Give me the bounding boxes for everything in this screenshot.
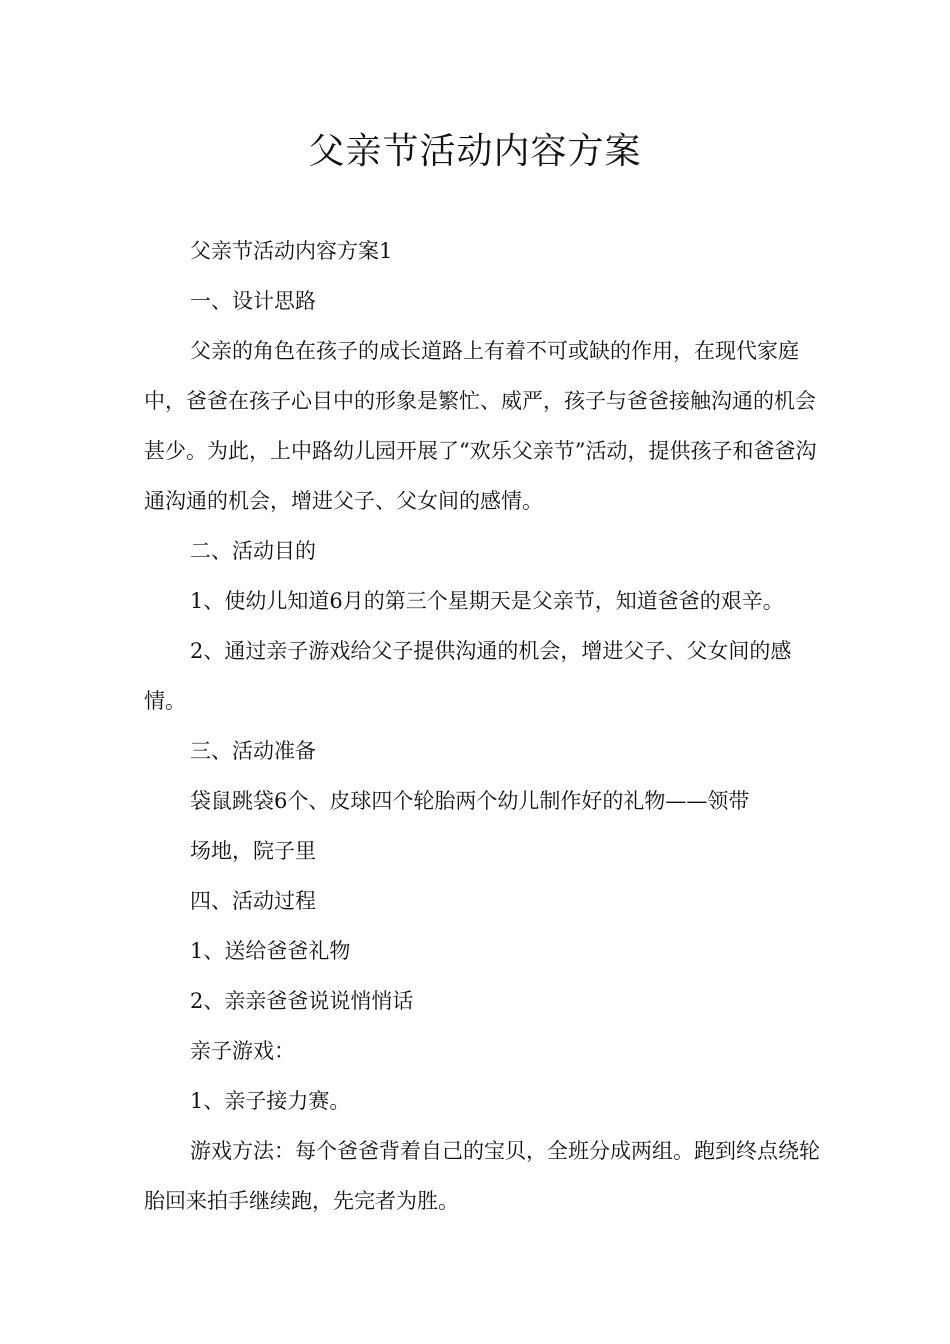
paragraph-game-1: 1、亲子接力赛。 [190,1089,351,1113]
paragraph-goal-1: 1、使幼儿知道6月的第三个星期天是父亲节，知道爸爸的艰辛。 [190,589,784,613]
paragraph-step-2: 2、亲亲爸爸说说悄悄话 [190,989,414,1013]
section-heading-preparation: 三、活动准备 [190,739,316,763]
paragraph-step-1: 1、送给爸爸礼物 [190,939,351,963]
paragraph-goal-2: 2、通过亲子游戏给父子提供沟通的机会，增进父子、父女间的感情。 [144,639,792,713]
paragraph-subtitle: 父亲节活动内容方案1 [190,239,393,263]
section-heading-process: 四、活动过程 [190,889,316,913]
document-title: 父亲节活动内容方案 [308,131,642,172]
section-heading-design: 一、设计思路 [190,289,316,313]
paragraph-design-idea: 父亲的角色在孩子的成长道路上有着不可或缺的作用，在现代家庭中，爸爸在孩子心目中的形象是繁忙、威严，孩子与爸爸接触沟通的机会甚少。为此，上中路幼儿园开展了“欢乐父亲节”活动，提供孩子和爸爸沟通沟通的机会，增进父子、父女间的感情。 [144,339,817,513]
paragraph-venue: 场地，院子里 [190,839,316,863]
paragraph-games-heading: 亲子游戏： [190,1039,295,1063]
paragraph-materials: 袋鼠跳袋6个、皮球四个轮胎两个幼儿制作好的礼物——领带 [190,789,750,813]
document-body [144,226,832,1226]
paragraph-game-method: 游戏方法：每个爸爸背着自己的宝贝，全班分成两组。跑到终点绕轮胎回来拍手继续跑，先完者为胜。 [144,1139,820,1213]
section-heading-goals: 二、活动目的 [190,539,316,563]
